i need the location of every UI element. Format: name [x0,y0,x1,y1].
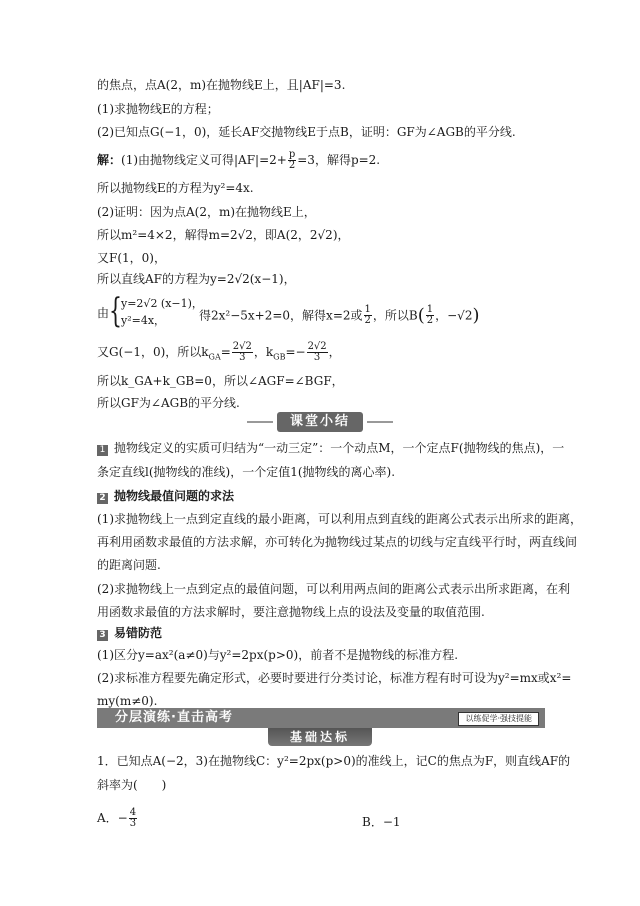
solution-step-9: 所以k_GA+k_GB=0，所以∠AGF=∠BGF， [97,374,344,388]
number-badge: 1 [97,445,108,456]
fraction: $\frac{1}{2}$ [364,304,371,327]
fraction: $\frac{4}{3}$ [129,807,137,829]
solution-step-10: 所以GF为∠AGB的平分线. [97,396,240,410]
summary-item-2-line-4: (2)求抛物线上一点到定点的最值问题，可以利用两点间的距离公式表示出所求距离，在利 [97,582,571,596]
solution-step-2: 所以抛物线E的方程为y²=4x. [97,181,254,195]
practice-section-bar [97,708,545,728]
brace-icon: { [109,291,122,331]
summary-item-3-line-3: my(m≠0). [97,694,158,708]
summary-item-3-line-1: (1)区分y=ax²(a≠0)与y²=2px(p>0)，前者不是抛物线的标准方程. [97,648,459,662]
question-2: (2)已知点G(−1，0)，延长AF交抛物线E于点B，证明：GF为∠AGB的平分线. [97,125,516,139]
system-prefix: 由 [97,306,110,320]
fraction: $\frac{1}{2}$ [426,304,434,327]
fraction: $\frac{p}{2}$ [288,149,296,171]
fraction: $\frac{2√2}{3}$ [232,341,252,363]
summary-item-2-line-3: 的距离问题. [97,558,161,572]
solution-step-3: (2)证明：因为点A(2，m)在抛物线E上， [97,205,316,219]
practice-section-tag: 以练促学·强技提能 [458,712,539,726]
question-1: (1)求抛物线E的方程； [97,102,219,116]
summary-item-3-line-2: (2)求标准方程要先确定形式，必要时要进行分类讨论，标准方程有时可设为y²=mx或x²= [97,671,572,685]
system-equation-1: y=2√2 (x−1)， [121,297,203,310]
exercise-1-line-1: 1．已知点A(−2，3)在抛物线C：y²=2px(p>0)的准线上，记C的焦点为F，则直线AF的 [97,754,571,768]
solution-step-1: 解：(1)由抛物线定义可得|AF|=2+ $\frac{p}{2}$ =3，解得p=2. [97,149,381,171]
basic-level-banner: 基础达标 [268,728,372,746]
summary-item-1-cont: 条定直线l(抛物线的准线)，一个定值1(抛物线的离心率). [97,465,396,479]
solution-label: 解： [97,153,122,167]
summary-item-2-title: 2 抛物线最值问题的求法 [97,489,234,504]
option-a: A．− $\frac{4}{3}$ [97,807,137,829]
problem-continuation: 的焦点，点A(2，m)在抛物线E上，且|AF|=3. [97,78,346,92]
summary-item-2-line-2: 再利用函数求最值的方法求解，亦可转化为抛物线过某点的切线与定直线平行时，两直线间 [97,535,578,549]
summary-item-1: 1 抛物线定义的实质可归结为“一动三定”：一个动点M，一个定点F(抛物线的焦点)，一 [97,441,564,456]
solution-step-8: 又G(−1，0)，所以$k_{GA}=$ $\frac{2√2}{3}$ ，$k_{GB}=-$ $\frac{2√2}{3}$ ， [97,341,341,363]
number-badge: 2 [97,493,108,504]
solution-step-4: 所以m²=4×2，解得m=2√2，即A(2，2√2)， [97,228,350,242]
summary-item-2-line-1: (1)求抛物线上一点到定直线的最小距离，可以利用点到直线的距离公式表示出所求的距离， [97,512,583,526]
practice-section-title: 分层演练·直击高考 [115,710,233,725]
summary-item-3-title: 3 易错防范 [97,626,162,641]
equation-system [97,291,557,331]
fraction: $\frac{2√2}{3}$ [307,341,327,363]
solution-step-6: 所以直线AF的方程为y=2√2(x−1)， [97,272,296,286]
option-b: B．−1 [362,815,401,829]
summary-item-2-line-5: 用函数求最值的方法求解时，要注意抛物线上点的设法及变量的取值范围. [97,605,485,619]
summary-banner: 课堂小结 [277,412,363,432]
solution-step-7: 得2x²−5x+2=0，解得x=2或 $\frac{1}{2}$ ，所以B( $\frac{1}{2}$ ，−√2) [199,304,480,327]
exercise-1-line-2: 斜率为( ) [97,778,167,792]
number-badge: 3 [97,630,108,641]
system-equation-2: y²=4x， [121,314,166,327]
solution-step-5: 又F(1，0)， [97,251,166,265]
